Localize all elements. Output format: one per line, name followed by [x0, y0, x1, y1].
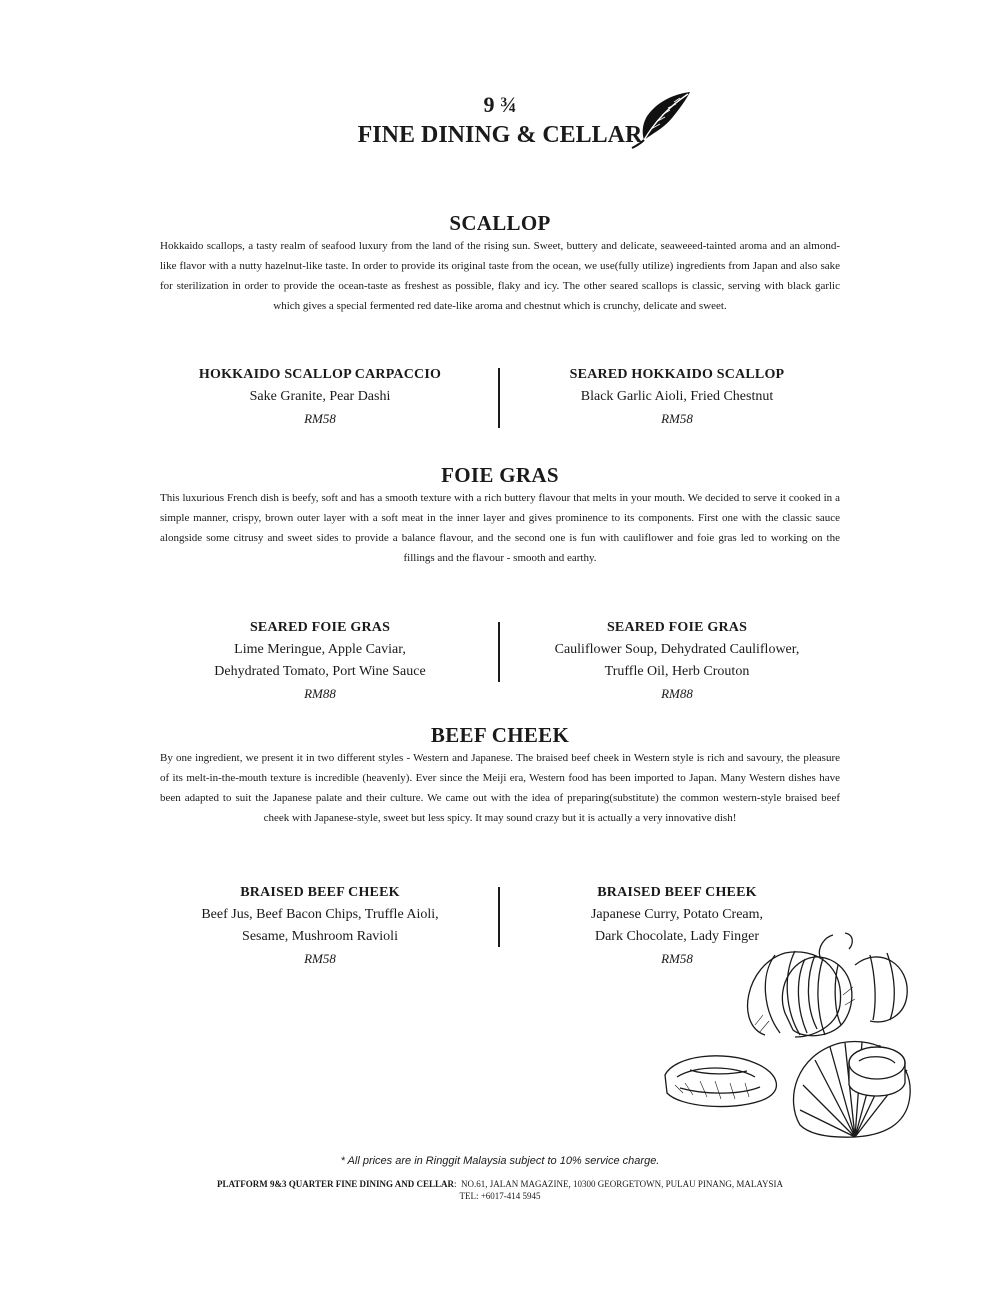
price-footnote: * All prices are in Ringgit Malaysia subject to 10% service charge.	[340, 1155, 660, 1167]
dish-ingredients: Cauliflower Soup, Dehydrated Cauliflower,	[554, 642, 800, 657]
dish-price: RM88	[661, 686, 693, 701]
dish-ingredients: Black Garlic Aioli, Fried Chestnut	[580, 389, 774, 404]
dish-price: RM58	[661, 411, 693, 426]
section-description-foie-gras: This luxurious French dish is beefy, soft and has a smooth texture with a rich buttery flavour that melts in your mouth. We decided to serve it cooked in a simple manner, crispy, brown outer layer with a soft meat in the inner layer and gives prominence to its components. First one with the classic sauce alongside some citrusy and sweet sides to provide a balance flavour, and the second one is fun with cauliflower and foie gras led to working on the fillings and the flavour - smooth and earthy.	[160, 492, 840, 564]
restaurant-fraction: 9 ¾	[483, 92, 517, 117]
dish-name: BRAISED BEEF CHEEK	[240, 885, 400, 900]
dish-seared-hokkaido-scallop	[517, 364, 837, 430]
dish-ingredients: Beef Jus, Beef Bacon Chips, Truffle Aioli,	[201, 907, 439, 922]
dish-ingredients: Japanese Curry, Potato Cream,	[590, 907, 764, 922]
address-separator: :	[454, 1179, 457, 1189]
dish-name: HOKKAIDO SCALLOP CARPACCIO	[198, 367, 442, 382]
dish-ingredients: Dark Chocolate, Lady Finger	[594, 929, 760, 944]
dish-braised-beef-cheek-western	[160, 882, 480, 970]
feather-quill-icon	[620, 88, 698, 150]
dish-seared-foie-gras-1	[160, 617, 480, 705]
dish-seared-foie-gras-2	[517, 617, 837, 705]
dish-price: RM58	[304, 411, 336, 426]
restaurant-header	[0, 92, 1000, 150]
telephone: TEL: +6017-414 5945	[459, 1191, 541, 1201]
street-address: NO.61, JALAN MAGAZINE, 10300 GEORGETOWN, PULAU PINANG, MALAYSIA	[461, 1179, 784, 1189]
dish-ingredients: Dehydrated Tomato, Port Wine Sauce	[214, 664, 426, 679]
section-title-foie-gras: FOIE GRAS	[441, 463, 559, 487]
restaurant-name: FINE DINING & CELLAR	[357, 122, 643, 148]
dish-ingredients: Sake Granite, Pear Dashi	[249, 389, 391, 404]
column-divider	[498, 368, 500, 428]
dish-ingredients: Lime Meringue, Apple Caviar,	[234, 642, 406, 657]
scallop-onion-sketch-illustration	[655, 925, 920, 1140]
section-description-scallop: Hokkaido scallops, a tasty realm of seafood luxury from the land of the rising sun. Sweet, buttery and delicate, seaweeed-tainted aroma and an almond-like flavor with a nutty hazelnut-like taste. In order to provide its original taste from the ocean, we use(fully utilize) ingredients from Japan and also sake for sterilization in order to provide the ocean-taste as freshest as possible, flaky and icy. The other seared scallops is classic, serving with black garlic which gives a special fermented red date-like aroma and chestnut which is crunchy, delicate and sweet.	[160, 240, 840, 312]
dish-price: RM88	[304, 686, 336, 701]
company-name: PLATFORM 9&3 QUARTER FINE DINING AND CELLAR	[216, 1179, 454, 1189]
section-description-beef-cheek: By one ingredient, we present it in two different styles - Western and Japanese. The braised beef cheek in Western style is rich and savoury, the pleasure of its melt-in-the-mouth texture is incredible (heavenly). Ever since the Meiji era, Western food has been imported to Japan. Many Western dishes have been adapted to suit the Japanese palate and their culture. We came out with the idea of preparing(substitute) the common western-style braised beef cheek with Japanese-style, sweet but less spicy. It may sound crazy but it is actually a very innovative dish!	[160, 752, 840, 824]
dish-name: SEARED HOKKAIDO SCALLOP	[569, 367, 785, 382]
column-divider	[498, 887, 500, 947]
dish-hokkaido-scallop-carpaccio	[160, 364, 480, 430]
dish-price: RM58	[304, 951, 336, 966]
section-title-scallop: SCALLOP	[449, 211, 551, 235]
dish-name: SEARED FOIE GRAS	[249, 620, 391, 635]
dish-ingredients: Truffle Oil, Herb Crouton	[604, 664, 750, 679]
dish-name: BRAISED BEEF CHEEK	[597, 885, 757, 900]
restaurant-address	[160, 1178, 840, 1202]
dish-price: RM58	[661, 951, 693, 966]
dish-ingredients: Sesame, Mushroom Ravioli	[242, 929, 398, 944]
section-title-beef-cheek: BEEF CHEEK	[430, 723, 570, 747]
dish-name: SEARED FOIE GRAS	[606, 620, 748, 635]
column-divider	[498, 622, 500, 682]
